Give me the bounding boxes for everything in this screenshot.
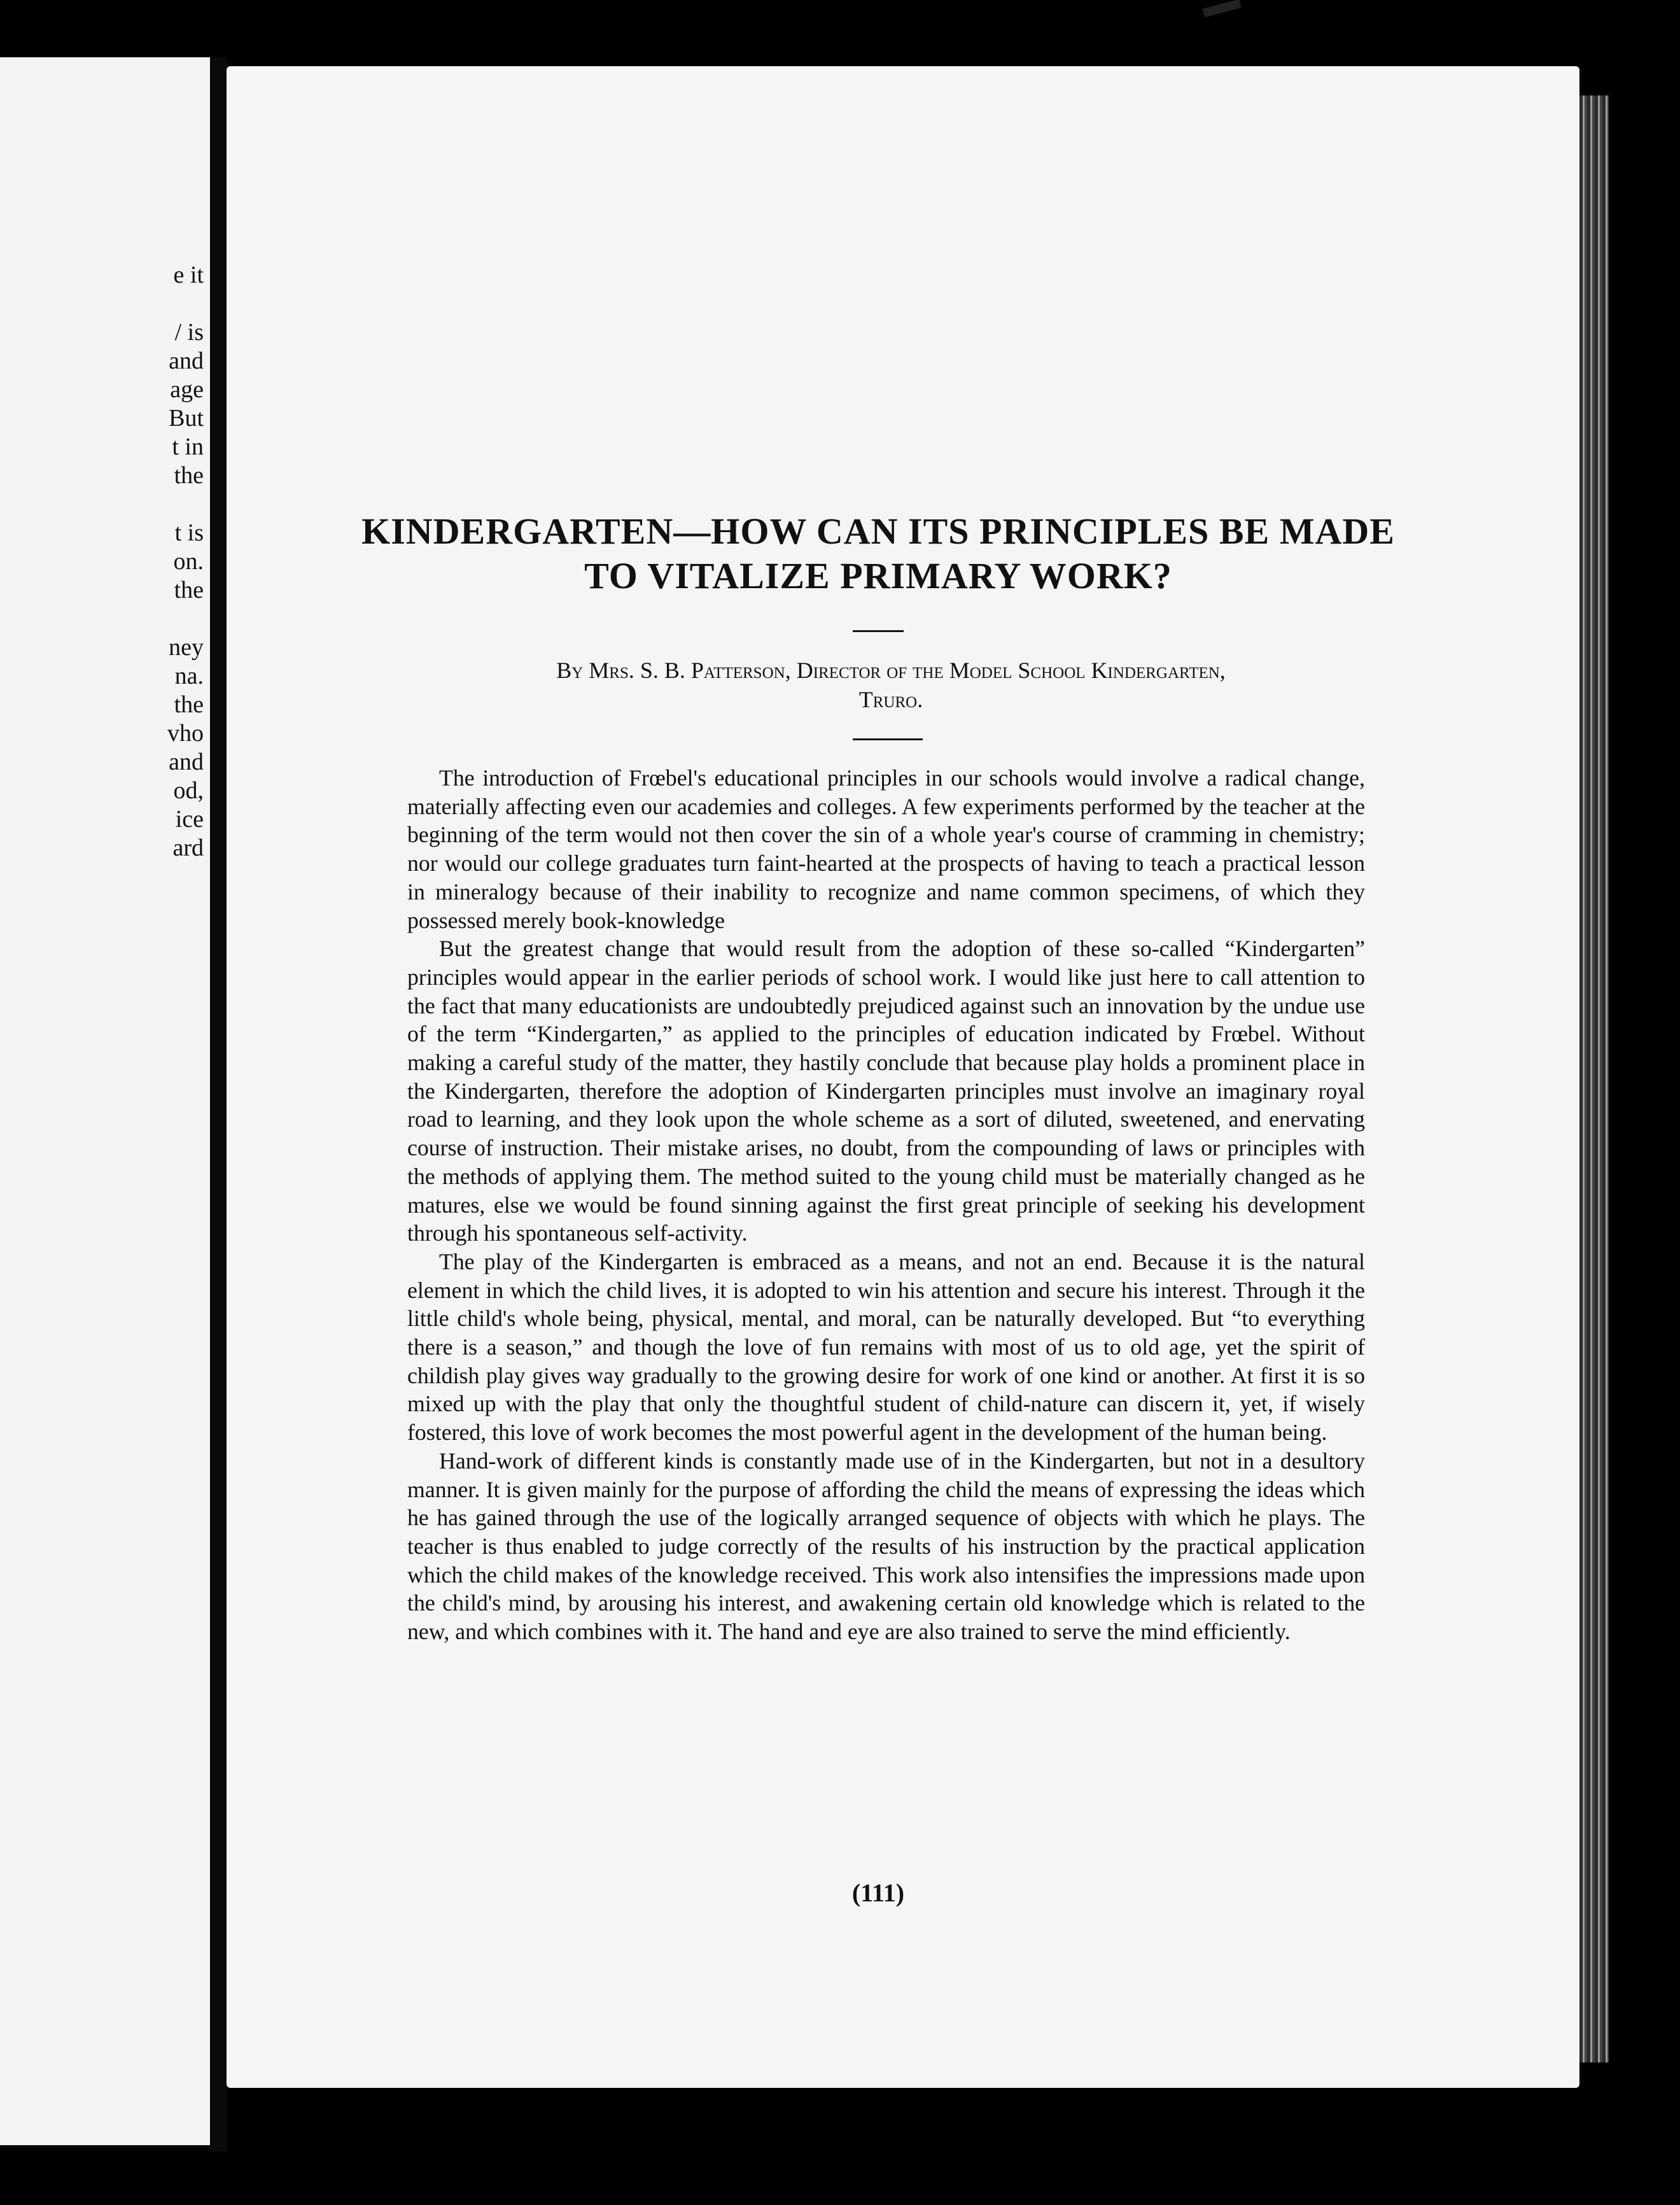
fragment-line: t is (174, 519, 204, 546)
fragment-line: But (169, 405, 204, 432)
fragment-line: ard (172, 835, 204, 861)
fragment-line: and (169, 749, 204, 775)
fragment-line (121, 605, 204, 633)
fragment-line: vho (167, 720, 204, 747)
byline-divider (853, 738, 923, 740)
fragment-line (121, 490, 204, 519)
fragment-line: and (169, 348, 204, 374)
fragment-line: na. (174, 663, 204, 689)
page-number: (111) (851, 1878, 905, 1907)
article-title (280, 509, 1476, 598)
fragment-line: the (174, 462, 204, 489)
fragment-line: od, (173, 777, 204, 804)
paragraph: The introduction of Frœbel's educational principles in our schools would involve a radical change, materially affecting even our academies and colleges. A few experiments performed by the teacher at the beginning of the term would not then cover the sin of a whole year's course of cramming in chemistry; nor would our college graduates turn faint-hearted at the prospects of having to teach a practical lesson in mineralogy because of their inability to recognize and name common specimens, of which they possessed merely book-knowledge (407, 765, 1365, 933)
byline (407, 656, 1375, 714)
paragraph: Hand-work of different kinds is constantly made use of in the Kindergarten, but not in a desultory manner. It is given mainly for the purpose of affording the child the means of expressing the ideas which he has gained through the use of the logically arranged sequence of objects with which he plays. The teacher is thus enabled to judge correctly of the results of his instruction by the practical application which the child makes of the knowledge received. This work also intensifies the impressions made upon the child's mind, by arousing his interest, and awakening certain old knowledge which is related to the new, and which combines with it. The hand and eye are also trained to serve the mind efficiently. (407, 1448, 1365, 1645)
fragment-line (121, 290, 204, 318)
book-gutter (210, 57, 227, 2152)
fragment-line: ney (169, 634, 204, 661)
title-divider (853, 630, 904, 632)
byline-place: Truro. (858, 687, 923, 712)
page-edge-stack (1579, 95, 1609, 2062)
facing-page (0, 57, 210, 2145)
title-line: KINDERGARTEN—HOW CAN ITS PRINCIPLES BE MADE (361, 511, 1395, 552)
fragment-line: e it (173, 262, 204, 288)
fragment-line: t in (172, 433, 204, 460)
byline-author: By Mrs. S. B. Patterson, Director of the Model School Kindergarten, (556, 658, 1226, 683)
paragraph: But the greatest change that would result from the adoption of these so-called “Kindergarten” principles would appear in the earlier periods of school work. I would like just here to call attention to the fact that many educationists are undoubtedly prejudiced against such an innovation by the undue use of the term “Kindergarten,” as applied to the principles of education indicated by Frœbel. Without making a careful study of the matter, they hastily conclude that because play holds a prominent place in the Kindergarten, therefore the adoption of Kindergarten principles must involve an imaginary royal road to learning, and they look upon the whole scheme as a sort of diluted, sweetened, and enervating course of instruction. Their mistake arises, no doubt, from the compounding of laws or principles with the methods of applying them. The method suited to the young child must be materially changed as he matures, else we would be found sinning against the first great principle of seeking his development through his spontaneous self-activity. (407, 936, 1365, 1246)
fragment-line: the (174, 691, 204, 718)
fragment-line: on. (173, 548, 204, 575)
scan-artifact (1202, 0, 1242, 18)
article-body (407, 764, 1365, 1646)
title-line: TO VITALIZE PRIMARY WORK? (584, 555, 1172, 596)
fragment-line: ice (175, 806, 204, 833)
fragment-line: / is (174, 319, 204, 346)
paragraph: The play of the Kindergarten is embraced as a means, and not an end. Because it is the natural element in which the child lives, it is adopted to win his attention and secure his interest. Through it the little child's whole being, physical, mental, and moral, can be naturally developed. But “to everything there is a season,” and though the love of fun remains with most of us to old age, yet the spirit of childish play gives way gradually to the growing desire for work of one kind or another. At first it is so mixed up with the play that only the thoughtful student of child-nature can discern it, yet, if wisely fostered, this love of work becomes the most powerful agent in the development of the human being. (407, 1248, 1365, 1446)
facing-page-text-fragments (121, 261, 204, 863)
fragment-line: age (170, 376, 204, 403)
fragment-line: the (174, 577, 204, 603)
